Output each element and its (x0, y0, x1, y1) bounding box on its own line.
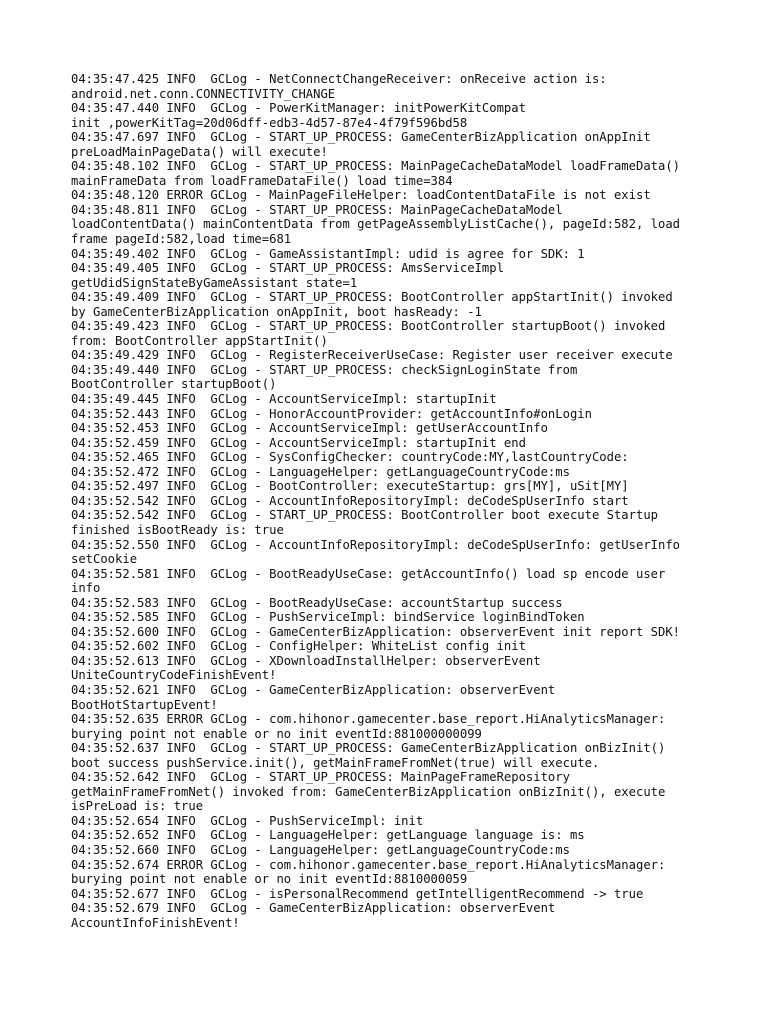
log-entry: 04:35:52.654 INFO GCLog - PushServiceImpl: init (71, 813, 424, 828)
log-entry: 04:35:47.440 INFO GCLog - PowerKitManager: initPowerKitCompat init ,powerKitTag=20d06dff-edb3-4d57-87e4-4f79f596bd58 (71, 101, 526, 130)
log-entry: 04:35:52.550 INFO GCLog - AccountInfoRepositoryImpl: deCodeSpUserInfo: getUserInfo setCookie (71, 537, 681, 567)
log-entry: 04:35:52.542 INFO GCLog - START_UP_PROCESS: BootController boot execute Startup finished isBootReady is: true (71, 508, 658, 537)
log-entry: 04:35:52.677 INFO GCLog - isPersonalRecommend getIntelligentRecommend -> true (71, 886, 644, 901)
log-entry: 04:35:52.459 INFO GCLog - AccountServiceImpl: startupInit end (71, 435, 526, 450)
log-entry: 04:35:48.102 INFO GCLog - START_UP_PROCESS: MainPageCacheDataModel loadFrameData() mainFrameData from loadFrameDataFile() load time=384 (71, 159, 681, 188)
log-text (71, 72, 711, 930)
log-entry: 04:35:47.697 INFO GCLog - START_UP_PROCESS: GameCenterBizApplication onAppInit preLoadMainPageData() will execute! (71, 130, 651, 159)
log-entry: 04:35:52.602 INFO GCLog - ConfigHelper: WhiteList config init (71, 639, 526, 654)
log-entry: 04:35:47.425 INFO GCLog - NetConnectChangeReceiver: onReceive action is: android.net.conn.CONNECTIVITY_CHANGE (71, 72, 607, 101)
log-entry: 04:35:52.635 ERROR GCLog - com.hihonor.gamecenter.base_report.HiAnalyticsManager: burying point not enable or no init eventId:881000000099 (71, 712, 666, 741)
log-entry: 04:35:49.405 INFO GCLog - START_UP_PROCESS: AmsServiceImpl getUdidSignStateByGameAssistant state=1 (71, 261, 504, 290)
log-entry: 04:35:49.445 INFO GCLog - AccountServiceImpl: startupInit (71, 392, 497, 407)
log-entry: 04:35:52.621 INFO GCLog - GameCenterBizApplication: observerEvent BootHotStartupEvent! (71, 682, 556, 712)
log-entry: 04:35:52.642 INFO GCLog - START_UP_PROCESS: MainPageFrameRepository getMainFrameFromNet() invoked from: GameCenterBizApplication onBizInit(), execute isPreLoad is: true (71, 770, 666, 814)
log-document (71, 72, 711, 930)
log-entry: 04:35:52.613 INFO GCLog - XDownloadInstallHelper: observerEvent UniteCountryCodeFinishEvent! (71, 653, 541, 683)
log-entry: 04:35:52.600 INFO GCLog - GameCenterBizApplication: observerEvent init report SDK! (71, 624, 681, 639)
log-entry: 04:35:52.472 INFO GCLog - LanguageHelper: getLanguageCountryCode:ms (71, 464, 570, 479)
log-entry: 04:35:49.402 INFO GCLog - GameAssistantImpl: udid is agree for SDK: 1 (71, 246, 585, 261)
log-entry: 04:35:49.423 INFO GCLog - START_UP_PROCESS: BootController startupBoot() invoked from: BootController appStartInit() (71, 319, 666, 348)
log-entry: 04:35:52.542 INFO GCLog - AccountInfoRepositoryImpl: deCodeSpUserInfo start (71, 493, 629, 508)
log-entry: 04:35:52.674 ERROR GCLog - com.hihonor.gamecenter.base_report.HiAnalyticsManager: burying point not enable or no init eventId:8810000059 (71, 857, 666, 887)
log-entry: 04:35:52.443 INFO GCLog - HonorAccountProvider: getAccountInfo#onLogin (71, 406, 592, 421)
log-entry: 04:35:52.453 INFO GCLog - AccountServiceImpl: getUserAccountInfo (71, 421, 548, 436)
log-entry: 04:35:52.652 INFO GCLog - LanguageHelper: getLanguage language is: ms (71, 828, 585, 843)
log-entry: 04:35:48.811 INFO GCLog - START_UP_PROCESS: MainPageCacheDataModel loadContentData() mainContentData from getPageAssemblyListCache(), pageId:582, load frame pageId:582,load time=681 (71, 202, 681, 247)
log-entry: 04:35:52.679 INFO GCLog - GameCenterBizApplication: observerEvent AccountInfoFinishEvent! (71, 901, 556, 930)
log-entry: 04:35:52.660 INFO GCLog - LanguageHelper: getLanguageCountryCode:ms (71, 842, 570, 857)
log-entry: 04:35:49.440 INFO GCLog - START_UP_PROCESS: checkSignLoginState from BootController startupBoot() (71, 362, 578, 392)
log-entry: 04:35:52.465 INFO GCLog - SysConfigChecker: countryCode:MY,lastCountryCode: (71, 450, 629, 465)
log-entry: 04:35:52.497 INFO GCLog - BootController: executeStartup: grs[MY], uSit[MY] (71, 479, 629, 494)
log-entry: 04:35:52.585 INFO GCLog - PushServiceImpl: bindService loginBindToken (71, 610, 585, 625)
log-entry: 04:35:49.429 INFO GCLog - RegisterReceiverUseCase: Register user receiver execute (71, 348, 673, 363)
log-entry: 04:35:52.637 INFO GCLog - START_UP_PROCESS: GameCenterBizApplication onBizInit() boot success pushService.init(), getMainFrameFromNet(true) will execute. (71, 741, 666, 770)
log-entry: 04:35:49.409 INFO GCLog - START_UP_PROCESS: BootController appStartInit() invoked by GameCenterBizApplication onAppInit, boot hasReady: -1 (71, 290, 673, 319)
log-entry: 04:35:52.583 INFO GCLog - BootReadyUseCase: accountStartup success (71, 595, 563, 610)
log-entry: 04:35:52.581 INFO GCLog - BootReadyUseCase: getAccountInfo() load sp encode user info (71, 566, 666, 596)
log-entry: 04:35:48.120 ERROR GCLog - MainPageFileHelper: loadContentDataFile is not exist (71, 188, 651, 203)
